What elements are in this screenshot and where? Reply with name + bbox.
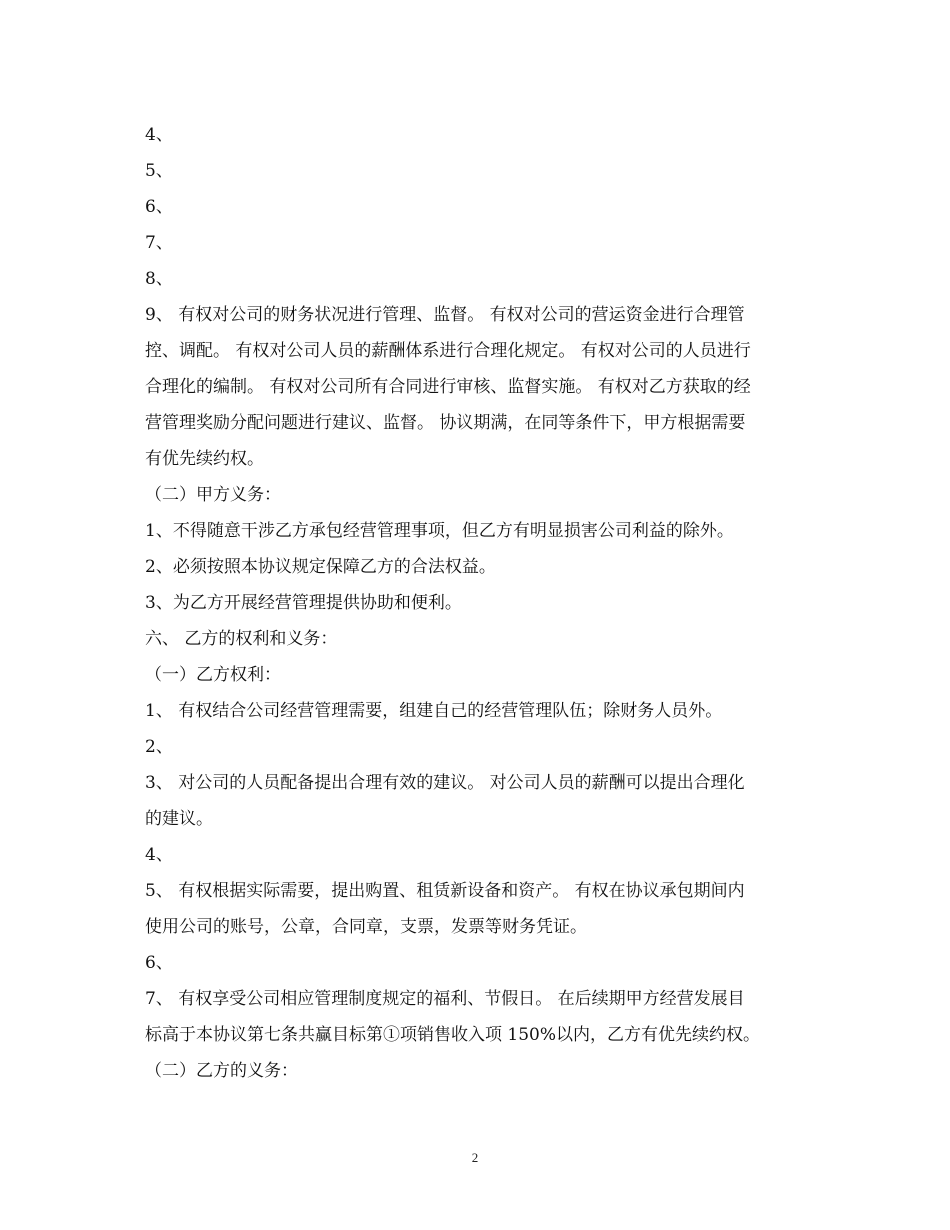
page-number: 2 [471, 1150, 479, 1165]
document-body [145, 117, 815, 1089]
section-heading: （二）乙方的义务： [145, 1061, 298, 1081]
list-item: 6、 [145, 197, 173, 217]
paragraph-line: 9、 有权对公司的财务状况进行管理、监督。 有权对公司的营运资金进行合理管 [145, 305, 745, 325]
paragraph-line: 7、 有权享受公司相应管理制度规定的福利、节假日。 在后续期甲方经营发展目 [145, 989, 745, 1009]
list-item: 7、 [145, 233, 173, 253]
paragraph-line: 3、 对公司的人员配备提出合理有效的建议。 对公司人员的薪酬可以提出合理化 [145, 773, 745, 793]
list-item: 3、为乙方开展经营管理提供协助和便利。 [145, 593, 462, 613]
section-heading: 六、 乙方的权利和义务： [145, 629, 338, 649]
list-item: 2、必须按照本协议规定保障乙方的合法权益。 [145, 557, 496, 577]
paragraph-line: 使用公司的账号，公章，合同章，支票，发票等财务凭证。 [145, 917, 587, 937]
paragraph-line: 5、 有权根据实际需要，提出购置、租赁新设备和资产。 有权在协议承包期间内 [145, 881, 745, 901]
paragraph-line: 有优先续约权。 [145, 449, 264, 469]
list-item: 4、 [145, 125, 173, 145]
list-item: 6、 [145, 953, 173, 973]
list-item: 4、 [145, 845, 173, 865]
paragraph-line: 营管理奖励分配问题进行建议、监督。 协议期满，在同等条件下，甲方根据需要 [145, 413, 746, 433]
list-item: 1、 有权结合公司经营管理需要，组建自己的经营管理队伍；除财务人员外。 [145, 701, 723, 721]
paragraph-line: 的建议。 [145, 809, 213, 829]
paragraph-line: 合理化的编制。 有权对公司所有合同进行审核、监督实施。 有权对乙方获取的经 [145, 377, 751, 397]
section-heading: （一）乙方权利： [145, 665, 281, 685]
list-item: 2、 [145, 737, 173, 757]
list-item: 8、 [145, 269, 173, 289]
list-item: 5、 [145, 161, 173, 181]
list-item: 1、不得随意干涉乙方承包经营管理事项，但乙方有明显损害公司利益的除外。 [145, 521, 734, 541]
paragraph-line: 标高于本协议第七条共赢目标第①项销售收入项 150%以内，乙方有优先续约权。 [145, 1025, 761, 1045]
paragraph-line: 控、调配。 有权对公司人员的薪酬体系进行合理化规定。 有权对公司的人员进行 [145, 341, 751, 361]
section-heading: （二）甲方义务： [145, 485, 281, 505]
